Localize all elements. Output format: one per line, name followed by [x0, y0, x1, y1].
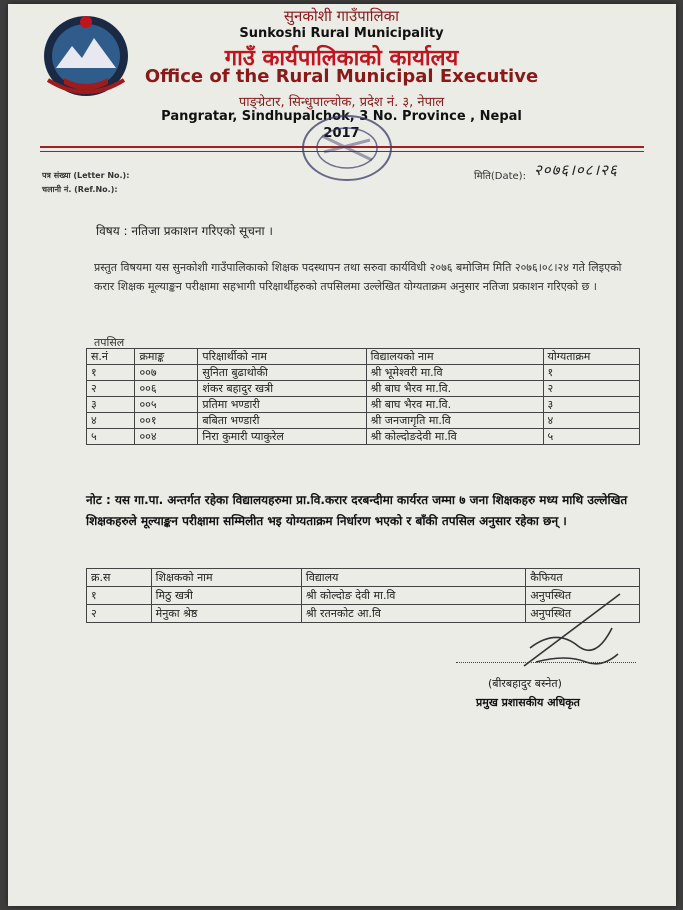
table-row: [87, 365, 640, 381]
table-row: [87, 413, 640, 429]
note-paragraph: नोट : यस गा.पा. अन्तर्गत रहेका विद्यालयहरुमा प्रा.वि.करार दरबन्दीमा कार्यरत जम्मा ७ जना शिक्षकहरु मध्य माथि उल्लेखित शिक्षकहरुले मूल्याङ्कन परीक्षामा सम्मिलीत भइ योग्यताक्रम निर्धारण भएको र बाँकी तपसिल अनुसार रहेका छन् ।: [86, 493, 628, 528]
table-cell: ००४: [135, 429, 198, 445]
reference-number-label: चलानी नं. (Ref.No.):: [42, 185, 118, 194]
body-paragraph: प्रस्तुत विषयमा यस सुनकोशी गाउँपालिकाको शिक्षक पदस्थापन तथा सरुवा कार्यविधी २०७६ बमोजिम मिति २०७६।०८।२४ गते लिइएको करार शिक्षक मूल्याङ्कन परीक्षामा सहभागी परिक्षार्थीहरुको तपसिलमा उल्लेखित योग्यताक्रम अनुसार नतिजा प्रकाशन गरिएको छ ।: [94, 261, 622, 293]
signature-scribble: [516, 588, 628, 672]
table-cell: १: [543, 365, 640, 381]
address-english: Pangratar, Sindhupalchok, 3 No. Province , Nepal: [161, 109, 522, 124]
header-cell: क्रमाङ्क: [135, 349, 198, 365]
table-cell: २: [87, 381, 135, 397]
signature-line: [456, 662, 636, 663]
header-cell: परिक्षार्थीको नाम: [198, 349, 366, 365]
table-header-row: [87, 569, 640, 587]
table-cell: ००५: [135, 397, 198, 413]
table-cell: १: [87, 587, 152, 605]
signatory-title: प्रमुख प्रशासकीय अधिकृत: [476, 696, 580, 709]
table-cell: सुनिता बुढाथोकी: [198, 365, 366, 381]
table-row: [87, 397, 640, 413]
municipality-name-english: Sunkoshi Rural Municipality: [239, 26, 444, 41]
table-row: [87, 381, 640, 397]
table-cell: ५: [543, 429, 640, 445]
header-cell: विद्यालय: [301, 569, 525, 587]
table-cell: ३: [543, 397, 640, 413]
header-cell: विद्यालयको नाम: [366, 349, 543, 365]
office-name-english: Office of the Rural Municipal Executive: [144, 66, 539, 87]
table-header-row: [87, 349, 640, 365]
table-cell: ००१: [135, 413, 198, 429]
table-cell: श्री जनजागृति मा.वि: [366, 413, 543, 429]
table-cell: २: [543, 381, 640, 397]
header-cell: क्र.स: [87, 569, 152, 587]
table-cell: श्री कोल्दोङदेवी मा.वि: [366, 429, 543, 445]
table-cell: निरा कुमारी प्याकुरेल: [198, 429, 366, 445]
table-cell: मिठु खत्री: [151, 587, 301, 605]
results-table: [86, 348, 640, 445]
address-nepali: पाङ्ग्रेटार, सिन्धुपाल्चोक, प्रदेश नं. ३, नेपाल: [238, 95, 445, 110]
table-cell: अनुपस्थित: [526, 587, 640, 605]
letter-number-label: पत्र संख्या (Letter No.):: [42, 171, 130, 180]
municipality-name-nepali: सुनकोशी गाउँपालिका: [283, 7, 400, 25]
table-cell: प्रतिमा भण्डारी: [198, 397, 366, 413]
table-cell: २: [87, 605, 152, 623]
subject-line: विषय : नतिजा प्रकाशन गरिएको सूचना ।: [96, 224, 273, 238]
table-cell: श्री बाघ भैरव मा.वि.: [366, 397, 543, 413]
table-row: [87, 429, 640, 445]
table-cell: मेनुका श्रेष्ठ: [151, 605, 301, 623]
table-cell: श्री रतनकोट आ.वि: [301, 605, 525, 623]
table-label: तपसिल: [94, 336, 125, 349]
header-cell: स.नं: [87, 349, 135, 365]
date-label: मिति(Date):: [474, 171, 526, 182]
table-cell: ५: [87, 429, 135, 445]
table-cell: ००६: [135, 381, 198, 397]
table-cell: बबिता भण्डारी: [198, 413, 366, 429]
header-cell: योग्यताक्रम: [543, 349, 640, 365]
table-cell: श्री भूमेश्वरी मा.वि: [366, 365, 543, 381]
table-cell: श्री बाघ भैरव मा.वि.: [366, 381, 543, 397]
header-cell: शिक्षकको नाम: [151, 569, 301, 587]
table-cell: ४: [543, 413, 640, 429]
office-name-nepali: गाउँ कार्यपालिकाको कार्यालय: [224, 46, 459, 71]
table-cell: ३: [87, 397, 135, 413]
table-cell: ४: [87, 413, 135, 429]
table-cell: १: [87, 365, 135, 381]
date-value: २०७६।०८।२६: [534, 161, 618, 179]
table-cell: शंकर बहादुर खत्री: [198, 381, 366, 397]
signatory-name: (बीरबहादुर बस्नेत): [488, 677, 562, 690]
office-stamp: [292, 106, 402, 192]
established-year: 2017: [323, 126, 360, 141]
table-cell: अनुपस्थित: [526, 605, 640, 623]
header-cell: कैफियत: [526, 569, 640, 587]
table-cell: श्री कोल्दोङ देवी मा.वि: [301, 587, 525, 605]
table-cell: ००७: [135, 365, 198, 381]
